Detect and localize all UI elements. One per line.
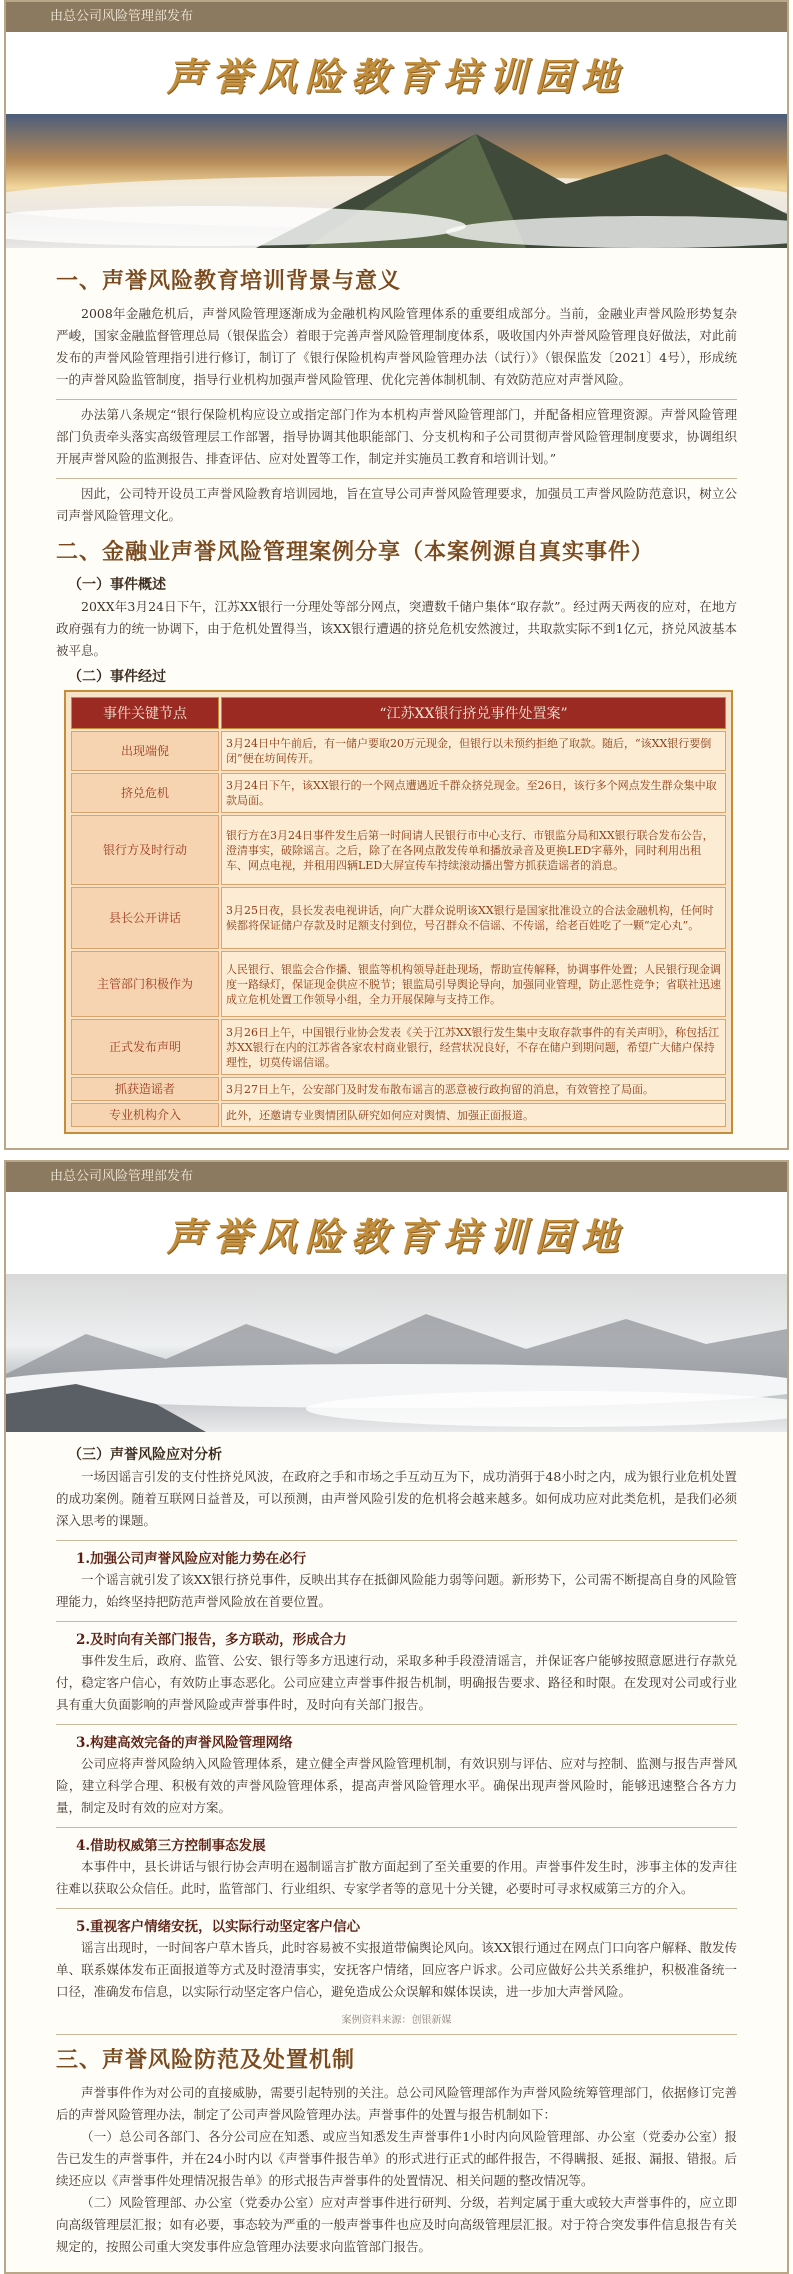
divider — [56, 1827, 737, 1828]
section-3-paragraph-3: （二）风险管理部、办公室（党委办公室）应对声誉事件进行研判、分级，若判定属于重大或较大声誉事件的，应立即向高级管理层汇报；如有必要，事态较为严重的一般声誉事件也应及时向高级管理层汇报。对于符合突发事件信息报告有关规定的，按照公司重大突发事件应急管理办法要求向监管部门报告。 — [56, 2195, 737, 2254]
table-row — [71, 1019, 726, 1075]
divider — [56, 2034, 737, 2035]
subsection-analysis-title: （三）声誉风险应对分析 — [68, 1447, 222, 1463]
row-key: 专业机构介入 — [71, 1103, 219, 1127]
mountain-illustration — [6, 1274, 787, 1432]
divider — [56, 1621, 737, 1622]
divider — [56, 478, 737, 479]
event-timeline-table — [69, 695, 728, 1129]
point-3-title: 3.构建高效完备的声誉风险管理网络 — [76, 1735, 293, 1751]
row-key: 出现端倪 — [71, 731, 219, 771]
divider — [56, 399, 737, 400]
section-1-paragraph-1: 2008年金融危机后，声誉风险管理逐渐成为金融机构风险管理体系的重要组成部分。当前，金融业声誉风险形势复杂严峻，国家金融监督管理总局（银保监会）着眼于完善声誉风险管理制度体系，吸收国内外声誉风险管理良好做法，对此前发布的声誉风险管理指引进行修订，制订了《银行保险机构声誉风险管理办法（试行）》（银保监发〔2021〕4号），形成统一的声誉风险监管制度，指导行业机构加强声誉风险管理、优化完善体制机制、有效防范应对声誉风险。 — [56, 306, 737, 387]
subsection-overview-text: 20XX年3月24日下午，江苏XX银行一分理处等部分网点，突遭数千储户集体“取存款”。经过两天两夜的应对，在地方政府强有力的统一协调下，由于危机处置得当，该XX银行遭遇的挤兑危机安然渡过，共取款实际不到1亿元，挤兑风波基本被平息。 — [56, 599, 737, 658]
row-value: 3月24日中午前后，有一储户要取20万元现金，但银行以未预约拒绝了取款。随后，“该XX银行要倒闭”便在坊间传开。 — [221, 731, 726, 771]
section-2-title: 二、金融业声誉风险管理案例分享（本案例源自真实事件） — [56, 539, 655, 565]
section-1-paragraph-3: 因此，公司特开设员工声誉风险教育培训园地，旨在宣导公司声誉风险管理要求，加强员工声誉风险防范意识，树立公司声誉风险管理文化。 — [56, 486, 737, 523]
point-4-text: 本事件中，县长讲话与银行协会声明在遏制谣言扩散方面起到了至关重要的作用。声誉事件发生时，涉事主体的发声往往难以获取公众信任。此时，监管部门、行业组织、专家学者等的意见十分关键，必要时可寻求权威第三方的介入。 — [56, 1859, 737, 1896]
divider — [56, 1540, 737, 1541]
point-1-title: 1.加强公司声誉风险应对能力势在必行 — [76, 1551, 307, 1567]
row-key: 正式发布声明 — [71, 1019, 219, 1075]
subsection-analysis-text: 一场因谣言引发的支付性挤兑风波，在政府之手和市场之手互动互为下，成功消弭于48小时之内，成为银行业危机处置的成功案例。随着互联网日益普及，可以预测，由声誉风险引发的危机将会越来越多。如何成功应对此类危机，是我们必须深入思考的课题。 — [56, 1469, 737, 1528]
row-key: 挤兑危机 — [71, 773, 219, 813]
table-row — [71, 1103, 726, 1127]
page-title: 声誉风险教育培训园地 — [166, 53, 627, 99]
title-area — [6, 1192, 787, 1274]
point-2-title: 2.及时向有关部门报告，多方联动，形成合力 — [76, 1632, 347, 1648]
table-row — [71, 815, 726, 885]
table-header-key: 事件关键节点 — [71, 697, 219, 729]
table-row — [71, 731, 726, 771]
point-5-title: 5.重视客户情绪安抚，以实际行动坚定客户信心 — [76, 1919, 361, 1935]
panel-gap — [0, 1150, 793, 1160]
bulletin-panel-1 — [4, 0, 789, 1150]
row-key: 县长公开讲话 — [71, 887, 219, 949]
row-value: 3月27日上午，公安部门及时发布散布谣言的恶意被行政拘留的消息，有效管控了局面。 — [221, 1077, 726, 1101]
page-title: 声誉风险教育培训园地 — [166, 1213, 627, 1259]
event-timeline-table-frame — [64, 690, 733, 1134]
divider — [56, 1908, 737, 1909]
banner-mountain-sunrise — [6, 114, 787, 248]
table-row — [71, 773, 726, 813]
point-3-text: 公司应将声誉风险纳入风险管理体系，建立健全声誉风险管理机制，有效识别与评估、应对与控制、监测与报告声誉风险，建立科学合理、积极有效的声誉风险管理体系，提高声誉风险管理水平。确保出现声誉风险时，能够迅速整合各方力量，制定及时有效的应对方案。 — [56, 1756, 737, 1815]
bulletin-panel-2 — [4, 1160, 789, 2274]
section-1-paragraph-2: 办法第八条规定“银行保险机构应设立或指定部门作为本机构声誉风险管理部门，并配备相应管理资源。声誉风险管理部门负责牵头落实高级管理层工作部署，指导协调其他职能部门、分支机构和子公司贯彻声誉风险管理制度要求，协调组织开展声誉风险的监测报告、排查评估、应对处置等工作，制定并实施员工教育和培训计划。” — [56, 407, 737, 466]
title-area — [6, 32, 787, 114]
banner-misty-mountains — [6, 1274, 787, 1432]
row-key: 银行方及时行动 — [71, 815, 219, 885]
row-value: 3月24日下午，该XX银行的一个网点遭遇近千群众挤兑现金。至26日，该行多个网点发生群众集中取款局面。 — [221, 773, 726, 813]
point-2-text: 事件发生后，政府、监管、公安、银行等多方迅速行动，采取多种手段澄清谣言，并保证客户能够按照意愿进行存款兑付，稳定客户信心，有效防止事态恶化。公司应建立声誉事件报告机制，明确报告要求、路径和时限。在发现对公司或行业具有重大负面影响的声誉风险或声誉事件时，及时向有关部门报告。 — [56, 1653, 737, 1712]
subsection-process-title: （二）事件经过 — [68, 669, 166, 685]
table-row — [71, 1077, 726, 1101]
table-row — [71, 887, 726, 949]
point-4-title: 4.借助权威第三方控制事态发展 — [76, 1838, 266, 1854]
publisher-bar: 由总公司风险管理部发布 — [6, 2, 787, 32]
publisher-bar: 由总公司风险管理部发布 — [6, 1162, 787, 1192]
row-value: 3月25日夜，县长发表电视讲话，向广大群众说明该XX银行是国家批准设立的合法金融机构，任何时候都将保证储户存款及时足额支付到位，号召群众不信谣、不传谣，给老百姓吃了一颗“定心丸”。 — [221, 887, 726, 949]
table-header-value: “江苏XX银行挤兑事件处置案” — [221, 697, 726, 729]
row-value: 人民银行、银监会合作播、银监等机构领导赶赴现场，帮助宣传解释，协调事件处置；人民银行现金调度一路绿灯，保证现金供应不脱节；银监局引导舆论导向，加强同业管理，防止恶性竞争；省联社迅速成立危机处置工作领导小组，全力开展保障与支持工作。 — [221, 951, 726, 1017]
row-value: 3月26日上午，中国银行业协会发表《关于江苏XX银行发生集中支取存款事件的有关声明》，称包括江苏XX银行在内的江苏省各家农村商业银行，经营状况良好，不存在储户到期问题，希望广大储户保持理性，切莫传谣信谣。 — [221, 1019, 726, 1075]
panel-1-content — [6, 248, 787, 1148]
table-row — [71, 951, 726, 1017]
section-3-paragraph-1: 声誉事件作为对公司的直接威胁，需要引起特别的关注。总公司风险管理部作为声誉风险统筹管理部门，依据修订完善后的声誉风险管理办法，制定了公司声誉风险管理办法。声誉事件的处置与报告机制如下： — [56, 2085, 737, 2122]
mountain-illustration — [6, 114, 787, 248]
row-value: 银行方在3月24日事件发生后第一时间请人民银行市中心支行、市银监分局和XX银行联合发布公告，澄清事实，破除谣言。之后，除了在各网点散发传单和播放录音及更换LED字幕外，同时利用出租车、网点电视，并租用四辆LED大屏宣传车持续滚动播出警方抓获造谣者的消息。 — [221, 815, 726, 885]
section-3-title: 三、声誉风险防范及处置机制 — [56, 2047, 356, 2073]
section-1-title: 一、声誉风险教育培训背景与意义 — [56, 268, 402, 294]
subsection-overview-title: （一）事件概述 — [68, 577, 166, 593]
divider — [56, 1724, 737, 1725]
panel-2-content — [6, 1432, 787, 2272]
case-source-note: 案例资料来源：创银新媒 — [341, 2015, 452, 2026]
section-3-paragraph-2: （一）总公司各部门、各分公司应在知悉、或应当知悉发生声誉事件1小时内向风险管理部、办公室（党委办公室）报告已发生的声誉事件，并在24小时内以《声誉事件报告单》的形式进行正式的邮件报告，不得瞒报、延报、漏报、错报。后续还应以《声誉事件处理情况报告单》的形式报告声誉事件的处置情况、相关问题的整改情况等。 — [56, 2129, 737, 2188]
point-5-text: 谣言出现时，一时间客户草木皆兵，此时容易被不实报道带偏舆论风向。该XX银行通过在网点门口向客户解释、散发传单、联系媒体发布正面报道等方式及时澄清事实，安抚客户情绪，回应客户诉求。公司应做好公共关系维护，积极准备统一口径，准确发布信息，以实际行动坚定客户信心，避免造成公众误解和媒体误读，进一步加大声誉风险。 — [56, 1940, 737, 1999]
row-key: 主管部门积极作为 — [71, 951, 219, 1017]
point-1-text: 一个谣言就引发了该XX银行挤兑事件，反映出其存在抵御风险能力弱等问题。新形势下，公司需不断提高自身的风险管理能力，始终坚持把防范声誉风险放在首要位置。 — [56, 1572, 737, 1609]
row-value: 此外，还邀请专业舆情团队研究如何应对舆情、加强正面报道。 — [221, 1103, 726, 1127]
table-header-row — [71, 697, 726, 729]
row-key: 抓获造谣者 — [71, 1077, 219, 1101]
